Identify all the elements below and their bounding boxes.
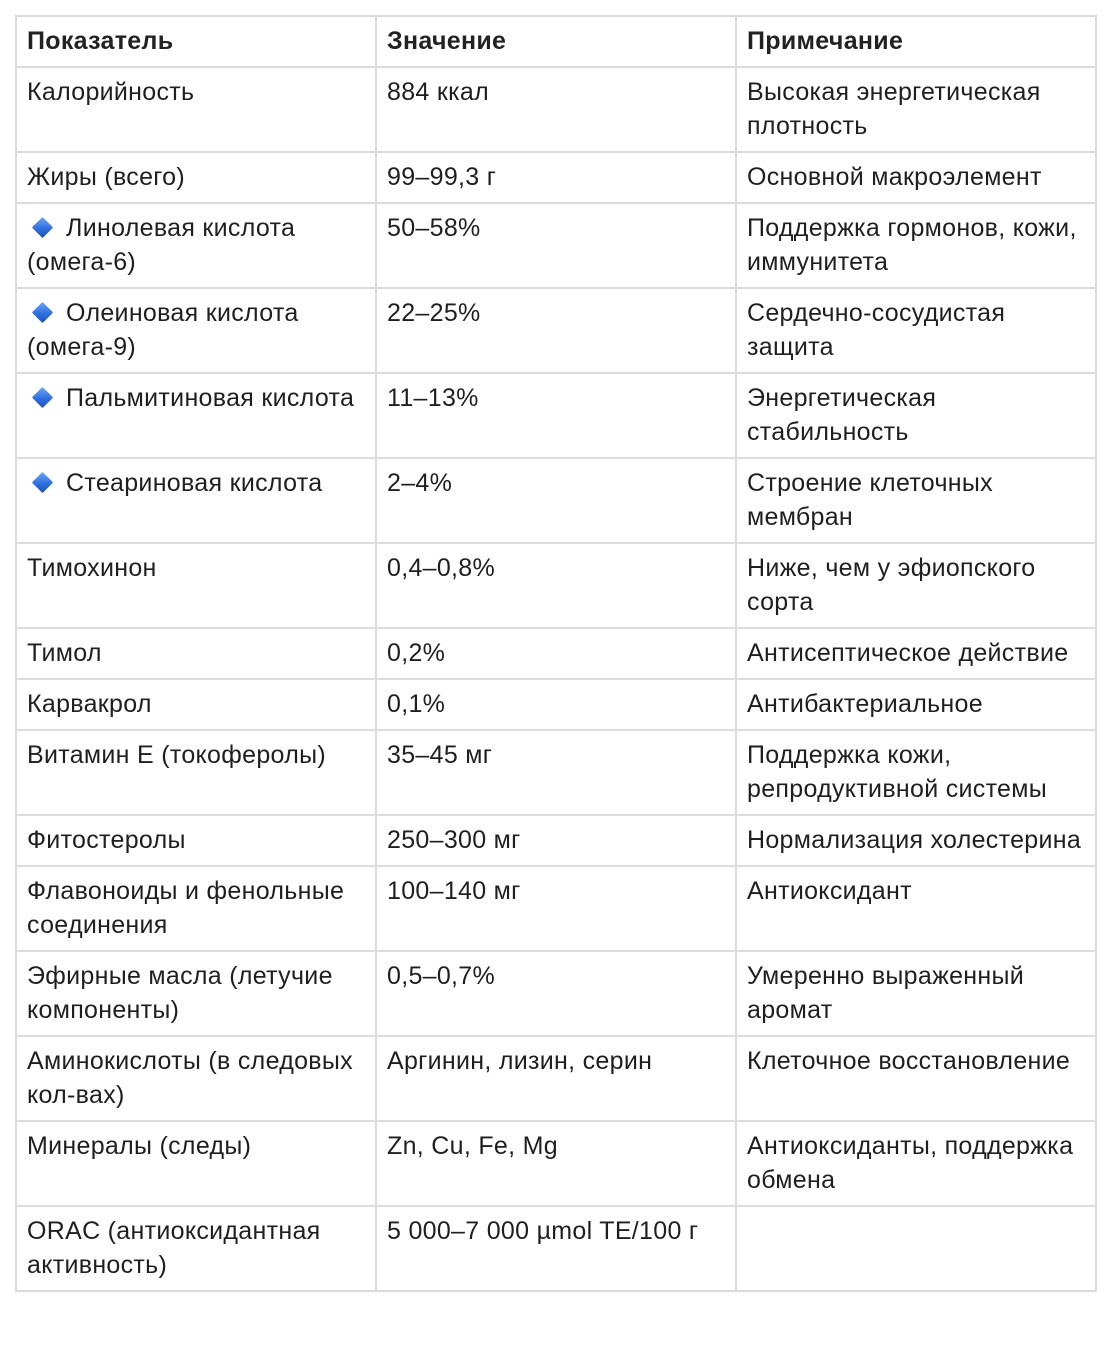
cell-indicator (16, 1206, 376, 1291)
cell-indicator (16, 679, 376, 730)
cell-note: Поддержка гормонов, кожи, иммунитета (736, 203, 1096, 288)
table-row (16, 288, 1096, 373)
table-row (16, 1036, 1096, 1121)
table-row (16, 1121, 1096, 1206)
indicator-label: Минералы (следы) (27, 1132, 252, 1160)
cell-note: Нормализация холестерина (736, 815, 1096, 866)
cell-value: 0,2% (376, 628, 736, 679)
cell-note: Умеренно выраженный аромат (736, 951, 1096, 1036)
indicator-label: Аминокислоты (в следовых кол-вах) (27, 1047, 353, 1109)
cell-indicator (16, 1036, 376, 1121)
cell-indicator (16, 458, 376, 543)
cell-indicator (16, 288, 376, 373)
cell-indicator (16, 203, 376, 288)
indicator-label: ORAC (антиоксидантная активность) (27, 1217, 321, 1279)
cell-value: 50–58% (376, 203, 736, 288)
cell-note: Антисептическое действие (736, 628, 1096, 679)
blue-diamond-icon (32, 387, 53, 408)
cell-indicator (16, 1121, 376, 1206)
cell-indicator (16, 866, 376, 951)
table-row (16, 866, 1096, 951)
cell-note: Сердечно-сосудистая защита (736, 288, 1096, 373)
nutrition-table-container (15, 15, 1095, 1292)
cell-note: Антиоксидант (736, 866, 1096, 951)
table-row (16, 458, 1096, 543)
indicator-label: Тимохинон (27, 554, 157, 582)
cell-indicator (16, 373, 376, 458)
blue-diamond-icon (32, 472, 53, 493)
indicator-label: Жиры (всего) (27, 163, 185, 191)
indicator-label: Карвакрол (27, 690, 152, 718)
table-row (16, 1206, 1096, 1291)
blue-diamond-icon (32, 217, 53, 238)
cell-indicator (16, 730, 376, 815)
cell-value: 0,5–0,7% (376, 951, 736, 1036)
table-row (16, 152, 1096, 203)
table-header-row (16, 16, 1096, 67)
cell-indicator (16, 543, 376, 628)
cell-note: Основной макроэлемент (736, 152, 1096, 203)
cell-value: 5 000–7 000 µmol TE/100 г (376, 1206, 736, 1291)
cell-indicator (16, 67, 376, 152)
cell-value: Аргинин, лизин, серин (376, 1036, 736, 1121)
indicator-label: Витамин E (токоферолы) (27, 741, 326, 769)
indicator-label: Стеариновая кислота (66, 469, 323, 497)
cell-indicator (16, 951, 376, 1036)
table-body (16, 67, 1096, 1291)
indicator-label: Тимол (27, 639, 102, 667)
cell-value: 22–25% (376, 288, 736, 373)
cell-note: Клеточное восстановление (736, 1036, 1096, 1121)
indicator-label: Фитостеролы (27, 826, 186, 854)
table-row (16, 373, 1096, 458)
cell-value: 0,1% (376, 679, 736, 730)
table-row (16, 628, 1096, 679)
indicator-label: Калорийность (27, 78, 195, 106)
cell-indicator (16, 628, 376, 679)
table-row (16, 203, 1096, 288)
cell-note (736, 1206, 1096, 1291)
cell-value: 0,4–0,8% (376, 543, 736, 628)
indicator-label: Эфирные масла (летучие компоненты) (27, 962, 333, 1024)
indicator-label: Олеиновая кислота (омега-9) (27, 299, 299, 361)
cell-indicator (16, 152, 376, 203)
cell-indicator (16, 815, 376, 866)
table-row (16, 730, 1096, 815)
table-row (16, 679, 1096, 730)
table-row (16, 815, 1096, 866)
cell-note: Строение клеточных мембран (736, 458, 1096, 543)
table-row (16, 951, 1096, 1036)
cell-note: Энергетическая стабильность (736, 373, 1096, 458)
header-indicator: Показатель (16, 16, 376, 67)
cell-value: 250–300 мг (376, 815, 736, 866)
indicator-label: Пальмитиновая кислота (66, 384, 355, 412)
indicator-label: Линолевая кислота (омега-6) (27, 214, 296, 276)
cell-note: Ниже, чем у эфиопского сорта (736, 543, 1096, 628)
cell-note: Антиоксиданты, поддержка обмена (736, 1121, 1096, 1206)
cell-note: Антибактериальное (736, 679, 1096, 730)
cell-note: Высокая энергетическая плотность (736, 67, 1096, 152)
header-note: Примечание (736, 16, 1096, 67)
blue-diamond-icon (32, 302, 53, 323)
indicator-label: Флавоноиды и фенольные соединения (27, 877, 345, 939)
table-row (16, 543, 1096, 628)
cell-value: 2–4% (376, 458, 736, 543)
cell-value: Zn, Cu, Fe, Mg (376, 1121, 736, 1206)
cell-value: 35–45 мг (376, 730, 736, 815)
header-value: Значение (376, 16, 736, 67)
cell-note: Поддержка кожи, репродуктивной системы (736, 730, 1096, 815)
nutrition-table (15, 15, 1097, 1292)
cell-value: 99–99,3 г (376, 152, 736, 203)
cell-value: 11–13% (376, 373, 736, 458)
cell-value: 884 ккал (376, 67, 736, 152)
cell-value: 100–140 мг (376, 866, 736, 951)
table-row (16, 67, 1096, 152)
